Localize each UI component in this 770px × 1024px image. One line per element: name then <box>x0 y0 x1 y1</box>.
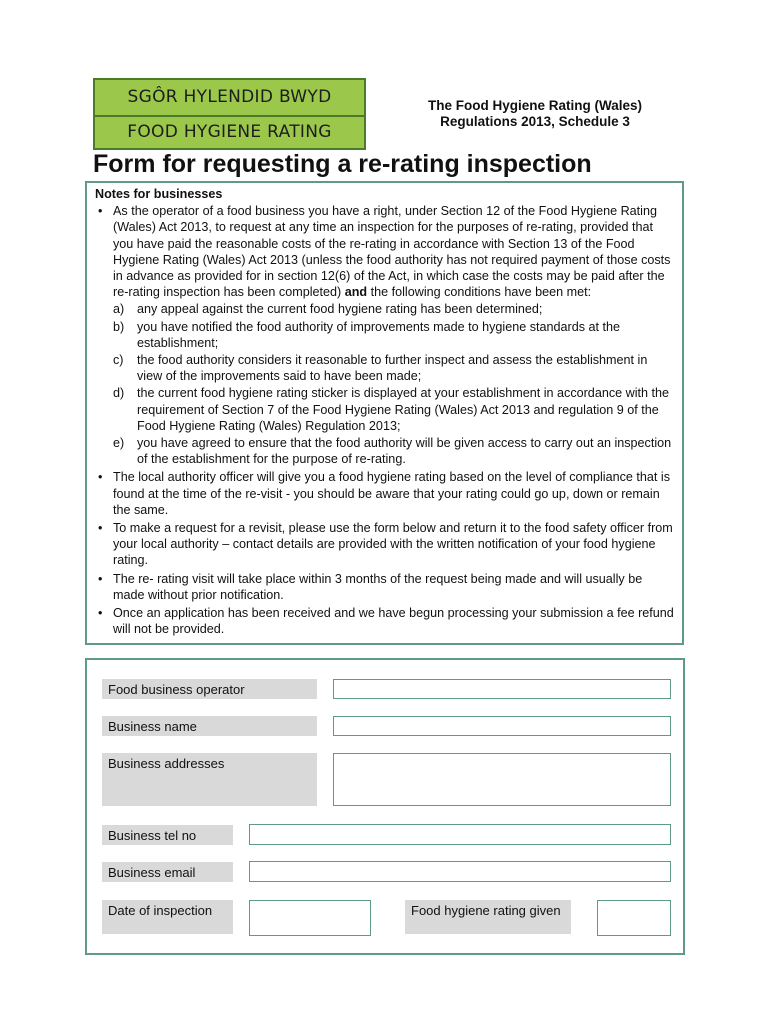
regulation-line-1: The Food Hygiene Rating (Wales) <box>427 98 642 113</box>
condition-item <box>113 352 674 384</box>
condition-letter: d) <box>113 386 125 401</box>
inspection-date-label: Date of inspection <box>102 900 233 934</box>
notes-box <box>85 181 684 645</box>
logo-english-text: FOOD HYGIENE RATING <box>127 122 332 142</box>
condition-letter: c) <box>113 353 124 368</box>
note-item-how-to-request: • To make a request for a revisit, please use the form below and return it to the food safety officer from your local authority – contact details are provided with the written notification of your food hygiene rating. <box>95 520 674 569</box>
business-tel-field[interactable] <box>249 824 671 845</box>
request-form <box>85 658 685 955</box>
notes-heading: Notes for businesses <box>95 187 223 201</box>
condition-letter: b) <box>113 319 125 334</box>
conditions-list <box>113 301 674 467</box>
inspection-date-field[interactable] <box>249 900 371 936</box>
note-text: the following conditions have been met: <box>370 285 592 300</box>
rating-given-label: Food hygiene rating given <box>405 900 571 934</box>
regulation-line-2: Regulations 2013, Schedule 3 <box>440 114 630 129</box>
business-address-label: Business addresses <box>102 753 317 806</box>
note-text: As the operator of a food business you have a right, under Section 12 of the Food Hygiene Rating (Wales) Act 2013, to request at any time an inspection for the purposes of re-rating, provided that you have paid the reasonable costs of the re-rating in accordance with Section 13 of the Food Hygiene Rating (Wales) Act 2013 (unless the food authority has not required payment of those costs in advance as provided for in section 12(6) of the Act, in which case the costs may be paid after the re-rating inspection has been completed) <box>113 204 671 300</box>
condition-item <box>113 319 674 351</box>
condition-letter: a) <box>113 302 125 317</box>
note-item-right-to-request <box>95 203 674 467</box>
condition-item <box>113 301 674 317</box>
business-name-field[interactable] <box>333 716 671 736</box>
rating-given-field[interactable] <box>597 900 671 936</box>
note-item-refund-policy: • Once an application has been received and we have begun processing your submission a fee refund will not be provided. <box>95 605 674 637</box>
regulation-reference <box>390 98 680 130</box>
condition-letter: e) <box>113 436 125 451</box>
condition-text: you have agreed to ensure that the food authority will be given access to carry out an inspection of the establishment for the purpose of re-rating. <box>137 436 672 467</box>
business-email-field[interactable] <box>249 861 671 882</box>
condition-text: the food authority considers it reasonable to further inspect and assess the establishment in view of the improvements said to have been made; <box>137 353 648 384</box>
note-emphasis: and <box>344 285 368 300</box>
condition-text: any appeal against the current food hygiene rating has been determined; <box>137 302 543 317</box>
notes-list <box>95 203 674 637</box>
business-email-label: Business email <box>102 862 233 882</box>
operator-label: Food business operator <box>102 679 317 699</box>
logo-welsh-text: SGÔR HYLENDID BWYD <box>95 80 364 117</box>
note-item-rating-outcome: • The local authority officer will give you a food hygiene rating based on the level of compliance that is found at the time of the re-visit - you should be aware that your rating could go up, down or remain the same. <box>95 469 674 518</box>
business-tel-label: Business tel no <box>102 825 233 845</box>
operator-field[interactable] <box>333 679 671 699</box>
business-name-label: Business name <box>102 716 317 736</box>
page-title: Form for requesting a re-rating inspection <box>93 150 592 178</box>
condition-text: the current food hygiene rating sticker is displayed at your establishment in accordance with the requirement of Section 7 of the Food Hygiene Rating (Wales) Act 2013 and regulation 9 of the Food Hygiene Rating (Wales) Regulation 2013; <box>137 386 670 433</box>
food-hygiene-rating-logo <box>93 78 366 150</box>
condition-item <box>113 385 674 434</box>
business-address-field[interactable] <box>333 753 671 806</box>
condition-item <box>113 435 674 467</box>
note-item-visit-timing: • The re- rating visit will take place within 3 months of the request being made and will usually be made without prior notification. <box>95 571 674 603</box>
condition-text: you have notified the food authority of improvements made to hygiene standards at the establishment; <box>137 319 621 350</box>
